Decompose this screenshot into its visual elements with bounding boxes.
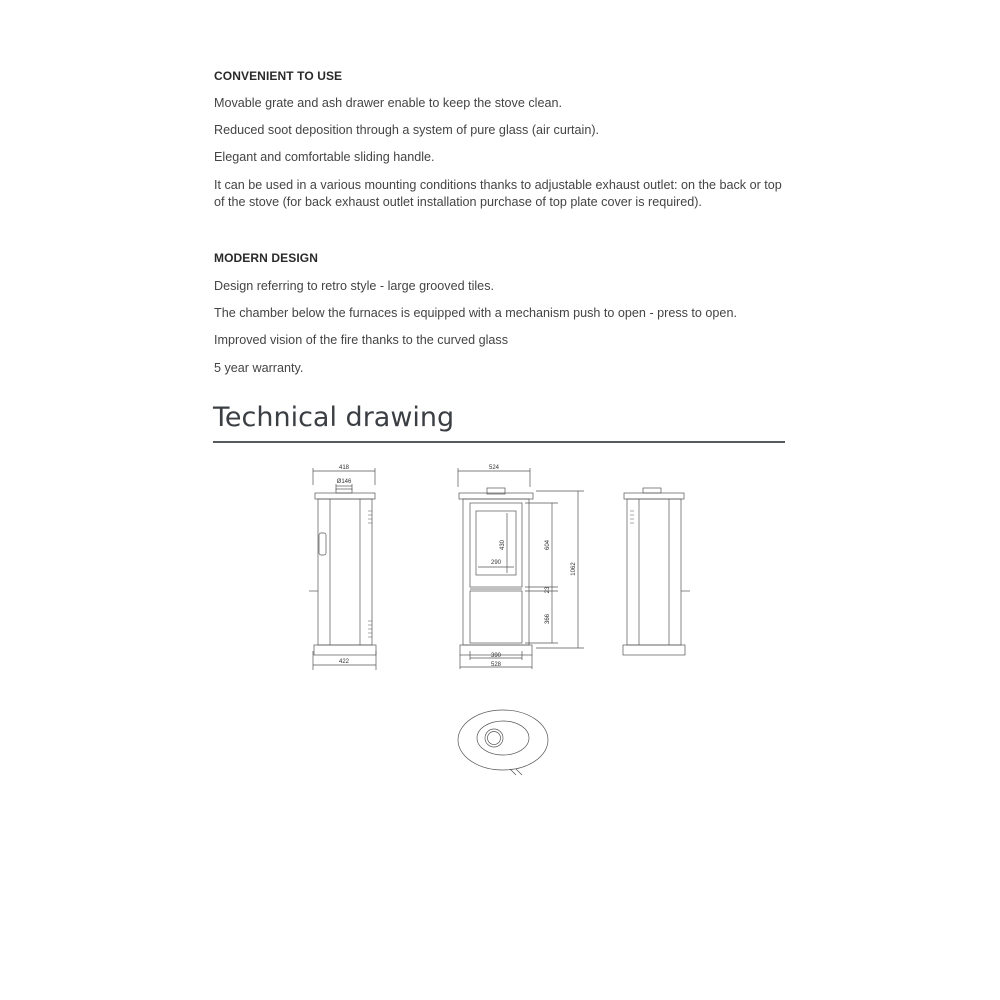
paragraph: Movable grate and ash drawer enable to keep the stove clean.	[214, 96, 562, 110]
dim-flue-diameter: Ø146	[336, 479, 352, 485]
dim-front-bottom-width: 528	[490, 662, 502, 668]
side-view-drawing	[309, 468, 376, 670]
paragraph: Design referring to retro style - large grooved tiles.	[214, 279, 494, 293]
dim-lower-height: 366	[545, 613, 551, 625]
paragraph: 5 year warranty.	[214, 361, 304, 375]
rear-view-drawing	[623, 488, 690, 655]
dim-gap: 23	[545, 586, 551, 594]
technical-drawing	[0, 455, 1000, 785]
dim-lower-width: 390	[490, 653, 502, 659]
side-view-vents	[368, 511, 372, 637]
dim-front-top-width: 524	[488, 465, 500, 471]
technical-drawing-heading: Technical drawing	[213, 402, 455, 433]
dim-glass-width: 290	[490, 560, 502, 566]
paragraph: The chamber below the furnaces is equipped with a mechanism push to open - press to open.	[214, 306, 737, 320]
dim-side-bottom-width: 422	[338, 659, 350, 665]
section-title-modern: MODERN DESIGN	[214, 251, 318, 265]
dim-door-height: 604	[545, 539, 551, 551]
paragraph: It can be used in a various mounting conditions thanks to adjustable exhaust outlet: on the back or top of the stove (for back exhaust outlet installation purchase of top plate cover is required).	[214, 178, 782, 209]
top-view-drawing	[458, 710, 548, 775]
dim-glass-height: 430	[500, 539, 506, 551]
dim-side-top-width: 418	[338, 465, 350, 471]
paragraph: Elegant and comfortable sliding handle.	[214, 150, 435, 164]
dim-total-height: 1062	[571, 562, 577, 576]
rear-view-vents	[630, 511, 634, 523]
section-title-convenient: CONVENIENT TO USE	[214, 69, 343, 83]
heading-divider	[213, 441, 785, 443]
paragraph: Improved vision of the fire thanks to the curved glass	[214, 333, 509, 347]
front-view-drawing	[458, 468, 584, 669]
paragraph: Reduced soot deposition through a system of pure glass (air curtain).	[214, 123, 600, 137]
